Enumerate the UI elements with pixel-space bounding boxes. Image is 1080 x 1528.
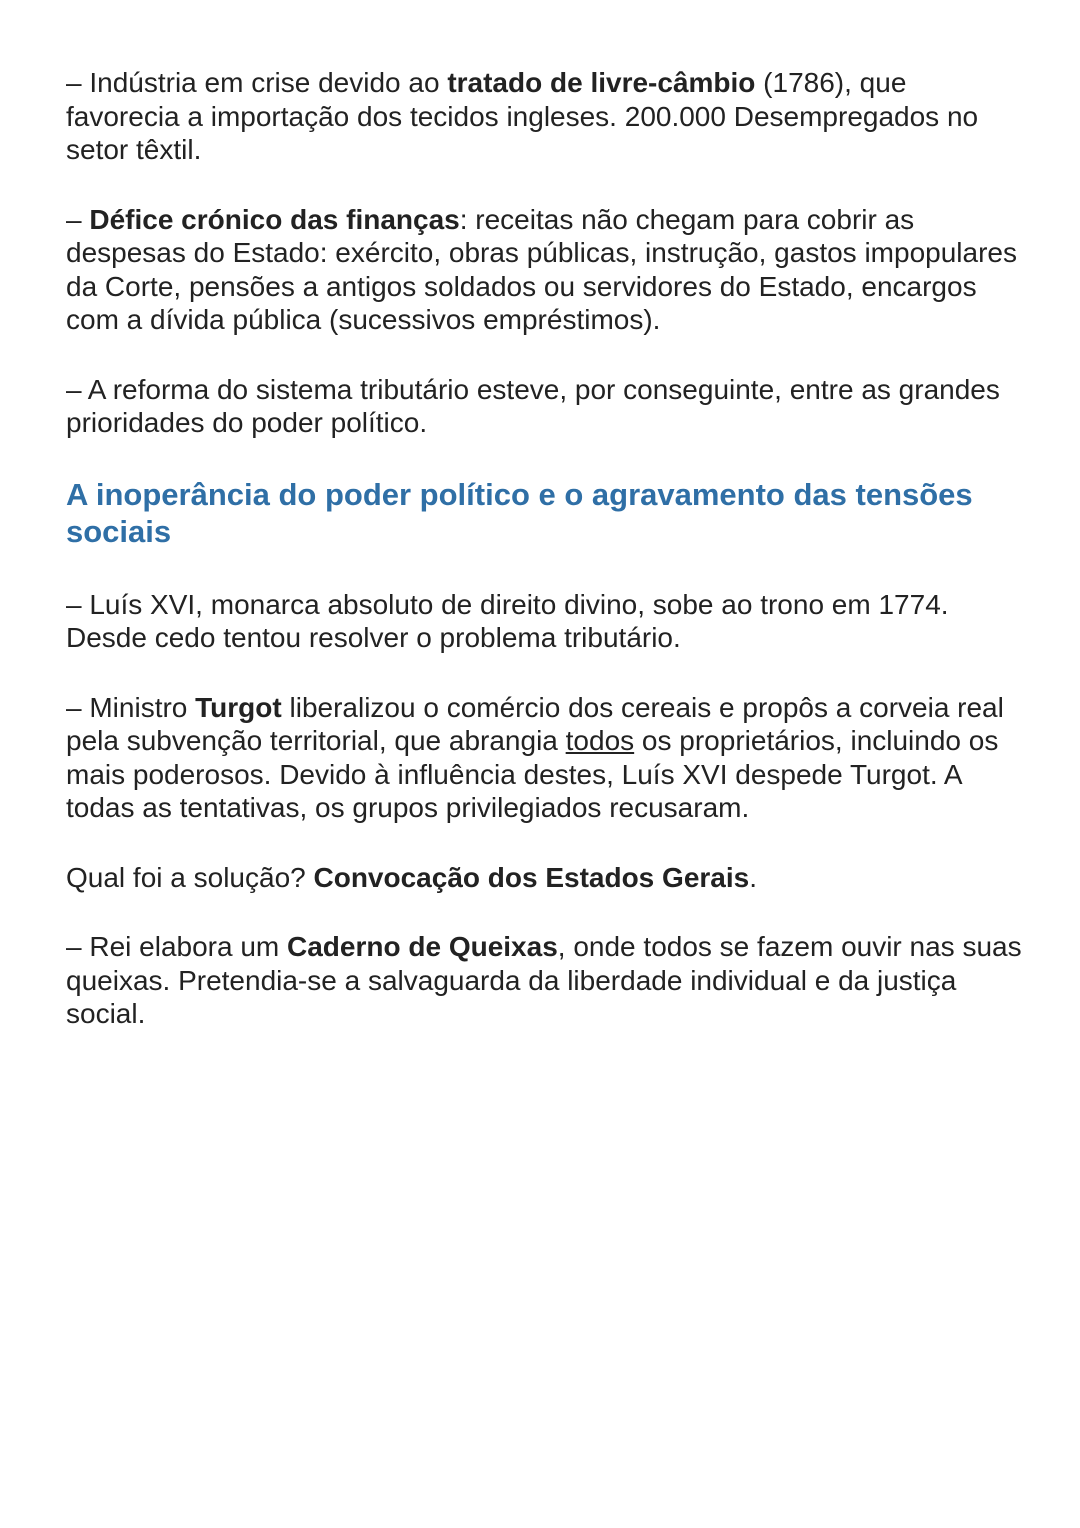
text-segment: – A reforma do sistema tributário esteve, por conseguinte, entre as grandes prioridades do poder político. [66,373,1000,438]
paragraph-p2 [66,203,1026,337]
document-page [66,66,1026,1067]
text-segment: Qual foi a solução? [66,861,314,893]
paragraph-p4 [66,588,1026,655]
bold-text: Turgot [195,691,282,723]
text-segment: . [749,861,757,893]
paragraph-p7 [66,930,1026,1031]
bold-text: Convocação dos Estados Gerais [313,861,750,893]
section-heading: A inoperância do poder político e o agravamento das tensões sociais [66,476,973,549]
text-segment: – Ministro [66,691,196,723]
paragraph-p3 [66,373,1026,440]
text-segment: – Indústria em crise devido ao [66,67,448,98]
underlined-text: todos [565,725,635,756]
paragraphs-before-heading [66,66,1026,440]
text-segment: : receitas não chegam para cobrir as despesas do Estado: exército, obras públicas, instrução, gastos impopulares da Corte, pensões a antigos soldados ou servidores do Estado, encargos com a dívida pública (sucessivos empréstimos). [66,203,1017,335]
text-segment: liberalizou o comércio dos cereais e propôs a corveia real pela subvenção territorial, que abrangia [66,691,1004,756]
text-segment: – Rei elabora um [66,931,288,962]
bold-text: tratado de livre-câmbio [447,67,756,98]
paragraph-p6 [66,861,1026,895]
text-segment: , onde todos se fazem ouvir nas suas queixas. Pretendia-se a salvaguarda da liberdade individual e da justiça social. [66,931,1022,1029]
bold-text: Défice crónico das finanças [89,203,460,235]
paragraphs-after-heading [66,588,1026,1031]
bold-text: Caderno de Queixas [287,931,558,962]
text-segment: (1786), que favorecia a importação dos tecidos ingleses. 200.000 Desempregados no setor têxtil. [66,67,979,165]
paragraph-p5 [66,691,1026,825]
paragraph-p1 [66,66,1026,167]
text-segment: – Luís XVI, monarca absoluto de direito divino, sobe ao trono em 1774. Desde cedo tentou resolver o problema tributário. [66,588,949,653]
text-segment: os proprietários, incluindo os mais poderosos. Devido à influência destes, Luís XVI despede Turgot. A todas as tentativas, os grupos privilegiados recusaram. [66,725,999,823]
text-segment: – [66,203,90,235]
